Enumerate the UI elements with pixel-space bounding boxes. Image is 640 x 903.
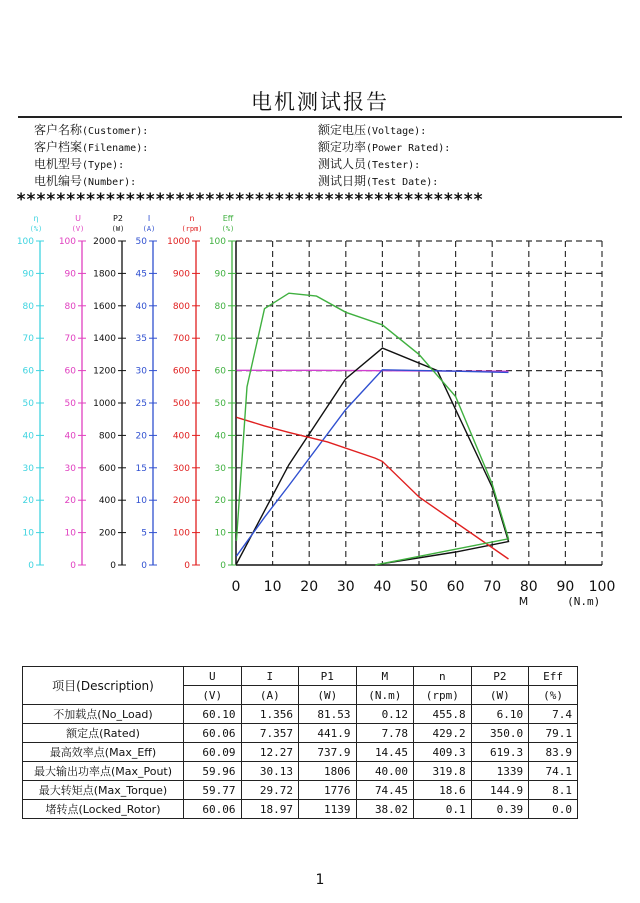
- y-tick-label: 100: [16, 237, 34, 247]
- table-row: [23, 743, 578, 762]
- field-filename-en: (Filename):: [82, 143, 149, 154]
- y-axis-unit: (A): [142, 225, 156, 233]
- y-tick-label: 40: [22, 431, 34, 442]
- y-tick-label: 30: [214, 463, 226, 474]
- y-tick-label: 20: [214, 496, 226, 507]
- cell-p2: 144.9: [471, 781, 529, 800]
- y-tick-label: 0: [28, 561, 34, 571]
- unit-i: (A): [241, 686, 299, 705]
- y-tick-label: 60: [214, 366, 226, 377]
- y-axis-name: η: [33, 214, 39, 223]
- x-axis-label: M: [518, 595, 529, 608]
- field-test-date-en: (Test Date):: [366, 177, 439, 188]
- cell-eff: 79.1: [529, 724, 578, 743]
- y-tick-label: 80: [22, 301, 34, 312]
- field-voltage-cn: 额定电压: [318, 123, 367, 137]
- page-number: 1: [315, 872, 325, 888]
- field-customer-cn: 客户名称: [34, 123, 83, 137]
- cell-n: 455.8: [414, 705, 472, 724]
- y-tick-label: 70: [214, 334, 226, 345]
- unit-u: (V): [184, 686, 242, 705]
- y-tick-label: 1400: [93, 334, 116, 345]
- y-axis-name: Eff: [222, 214, 234, 223]
- series-i-line: [236, 370, 508, 556]
- y-axis-unit: (%): [29, 225, 43, 233]
- cell-m: 0.12: [356, 705, 414, 724]
- cell-i: 18.97: [241, 800, 299, 819]
- x-tick-label: 30: [336, 579, 355, 595]
- y-tick-label: 60: [22, 366, 34, 377]
- cell-eff: 7.4: [529, 705, 578, 724]
- cell-p2: 6.10: [471, 705, 529, 724]
- cell-p1: 1139: [299, 800, 357, 819]
- x-axis-unit: (N.m): [567, 595, 601, 608]
- cell-eff: 74.1: [529, 762, 578, 781]
- cell-n: 409.3: [414, 743, 472, 762]
- y-tick-label: 30: [64, 463, 76, 474]
- y-tick-label: 90: [22, 269, 34, 280]
- header-p1: P1: [299, 667, 357, 686]
- cell-m: 74.45: [356, 781, 414, 800]
- field-customer-en: (Customer):: [82, 126, 149, 137]
- y-tick-label: 0: [141, 561, 147, 571]
- field-test-date-cn: 测试日期: [318, 174, 367, 188]
- field-voltage-en: (Voltage):: [366, 126, 427, 137]
- unit-n: (rpm): [414, 686, 472, 705]
- field-power-rated-en: (Power Rated):: [366, 143, 451, 154]
- y-axis-name: n: [189, 214, 195, 223]
- field-type-en: (Type):: [82, 160, 125, 171]
- header-p2: P2: [471, 667, 529, 686]
- field-filename-cn: 客户档案: [34, 140, 83, 154]
- row-label: 堵转点(Locked_Rotor): [23, 800, 184, 819]
- y-tick-label: 800: [172, 301, 190, 312]
- y-tick-label: 70: [64, 334, 76, 345]
- unit-p2: (W): [471, 686, 529, 705]
- cell-p2: 350.0: [471, 724, 529, 743]
- field-number-cn: 电机编号: [34, 174, 83, 188]
- y-tick-label: 2000: [93, 237, 116, 247]
- cell-u: 59.96: [184, 762, 242, 781]
- y-tick-label: 15: [135, 463, 147, 474]
- field-power-rated-cn: 额定功率: [318, 140, 367, 154]
- y-tick-label: 50: [135, 237, 147, 247]
- y-tick-label: 80: [64, 301, 76, 312]
- y-tick-label: 600: [98, 463, 116, 474]
- y-axis-name: U: [75, 214, 81, 223]
- table-row: [23, 800, 578, 819]
- y-tick-label: 50: [22, 399, 34, 409]
- x-tick-label: 10: [263, 579, 282, 595]
- cell-n: 18.6: [414, 781, 472, 800]
- cell-n: 0.1: [414, 800, 472, 819]
- y-tick-label: 50: [64, 399, 76, 409]
- y-tick-label: 500: [172, 399, 190, 409]
- y-tick-label: 70: [22, 334, 34, 345]
- x-tick-label: 70: [483, 579, 502, 595]
- header-m: M: [356, 667, 414, 686]
- y-tick-label: 40: [64, 431, 76, 442]
- y-tick-label: 900: [172, 269, 190, 280]
- y-tick-label: 1800: [93, 269, 116, 280]
- y-tick-label: 30: [22, 463, 34, 474]
- cell-n: 429.2: [414, 724, 472, 743]
- y-tick-label: 1600: [93, 301, 116, 312]
- cell-m: 7.78: [356, 724, 414, 743]
- y-tick-label: 40: [214, 431, 226, 442]
- y-tick-label: 400: [172, 431, 190, 442]
- y-tick-label: 30: [135, 366, 147, 377]
- cell-m: 40.00: [356, 762, 414, 781]
- x-tick-label: 80: [519, 579, 538, 595]
- cell-i: 12.27: [241, 743, 299, 762]
- x-tick-label: 20: [300, 579, 319, 595]
- cell-m: 38.02: [356, 800, 414, 819]
- y-tick-label: 20: [135, 431, 147, 442]
- cell-n: 319.8: [414, 762, 472, 781]
- row-label: 最大输出功率点(Max_Pout): [23, 762, 184, 781]
- y-tick-label: 1000: [167, 237, 190, 247]
- x-tick-label: 50: [410, 579, 428, 595]
- y-tick-label: 200: [172, 496, 190, 507]
- y-tick-label: 50: [214, 399, 226, 409]
- x-tick-label: 60: [446, 579, 465, 595]
- row-label: 最大转矩点(Max_Torque): [23, 781, 184, 800]
- y-tick-label: 1200: [93, 366, 116, 377]
- separator-stars: ***********************************************: [16, 190, 483, 210]
- header-description: 项目(Description): [23, 667, 184, 705]
- cell-eff: 8.1: [529, 781, 578, 800]
- unit-p1: (W): [299, 686, 357, 705]
- y-axis-name: P2: [113, 214, 123, 223]
- cell-i: 1.356: [241, 705, 299, 724]
- cell-p1: 737.9: [299, 743, 357, 762]
- y-axis-unit: (%): [221, 225, 235, 233]
- cell-i: 7.357: [241, 724, 299, 743]
- y-tick-label: 1000: [93, 399, 116, 409]
- cell-m: 14.45: [356, 743, 414, 762]
- y-tick-label: 40: [135, 301, 147, 312]
- y-tick-label: 10: [22, 528, 34, 539]
- y-axis-unit: (W): [111, 225, 125, 233]
- header-eff: Eff: [529, 667, 578, 686]
- cell-p2: 619.3: [471, 743, 529, 762]
- cell-p1: 81.53: [299, 705, 357, 724]
- results-table: [22, 666, 578, 819]
- field-type-cn: 电机型号: [34, 157, 83, 171]
- report-title: 电机测试报告: [251, 90, 389, 114]
- y-tick-label: 45: [135, 269, 147, 280]
- cell-u: 59.77: [184, 781, 242, 800]
- y-tick-label: 5: [141, 528, 147, 539]
- y-axis-name: I: [147, 214, 151, 223]
- y-tick-label: 20: [64, 496, 76, 507]
- cell-p1: 441.9: [299, 724, 357, 743]
- y-tick-label: 200: [98, 528, 116, 539]
- y-tick-label: 800: [98, 431, 116, 442]
- field-number-en: (Number):: [82, 177, 137, 188]
- header-u: U: [184, 667, 242, 686]
- y-tick-label: 25: [135, 399, 147, 409]
- y-tick-label: 0: [110, 561, 116, 571]
- cell-i: 29.72: [241, 781, 299, 800]
- field-tester-en: (Tester):: [366, 160, 421, 171]
- row-label: 最高效率点(Max_Eff): [23, 743, 184, 762]
- cell-eff: 0.0: [529, 800, 578, 819]
- cell-u: 60.09: [184, 743, 242, 762]
- y-tick-label: 80: [214, 301, 226, 312]
- cell-i: 30.13: [241, 762, 299, 781]
- x-tick-label: 90: [556, 579, 575, 595]
- cell-p1: 1806: [299, 762, 357, 781]
- y-tick-label: 10: [135, 496, 147, 507]
- y-tick-label: 600: [172, 366, 190, 377]
- cell-u: 60.06: [184, 800, 242, 819]
- y-tick-label: 100: [172, 528, 190, 539]
- cell-eff: 83.9: [529, 743, 578, 762]
- y-tick-label: 0: [184, 561, 190, 571]
- table-row: [23, 724, 578, 743]
- y-tick-label: 700: [172, 334, 190, 345]
- x-tick-label: 100: [588, 579, 616, 595]
- y-tick-label: 100: [58, 237, 76, 247]
- x-tick-label: 0: [231, 579, 241, 595]
- field-tester-cn: 测试人员: [318, 157, 367, 171]
- row-label: 不加载点(No_Load): [23, 705, 184, 724]
- y-axis-unit: (V): [71, 225, 85, 233]
- cell-p2: 0.39: [471, 800, 529, 819]
- y-tick-label: 10: [64, 528, 76, 539]
- cell-p2: 1339: [471, 762, 529, 781]
- y-tick-label: 400: [98, 496, 116, 507]
- unit-m: (N.m): [356, 686, 414, 705]
- header-i: I: [241, 667, 299, 686]
- y-tick-label: 60: [64, 366, 76, 377]
- row-label: 额定点(Rated): [23, 724, 184, 743]
- y-tick-label: 10: [214, 528, 226, 539]
- cell-u: 60.10: [184, 705, 242, 724]
- unit-eff: (%): [529, 686, 578, 705]
- y-tick-label: 0: [220, 561, 226, 571]
- x-tick-label: 40: [373, 579, 392, 595]
- table-row: [23, 781, 578, 800]
- header-n: n: [414, 667, 472, 686]
- table-row: [23, 705, 578, 724]
- y-tick-label: 90: [64, 269, 76, 280]
- y-tick-label: 100: [208, 237, 226, 247]
- y-tick-label: 90: [214, 269, 226, 280]
- table-header-names: [23, 667, 578, 686]
- y-axis-unit: (rpm): [181, 225, 203, 233]
- y-tick-label: 300: [172, 463, 190, 474]
- cell-u: 60.06: [184, 724, 242, 743]
- table-row: [23, 762, 578, 781]
- y-tick-label: 20: [22, 496, 34, 507]
- cell-p1: 1776: [299, 781, 357, 800]
- y-tick-label: 0: [70, 561, 76, 571]
- y-tick-label: 35: [135, 334, 147, 345]
